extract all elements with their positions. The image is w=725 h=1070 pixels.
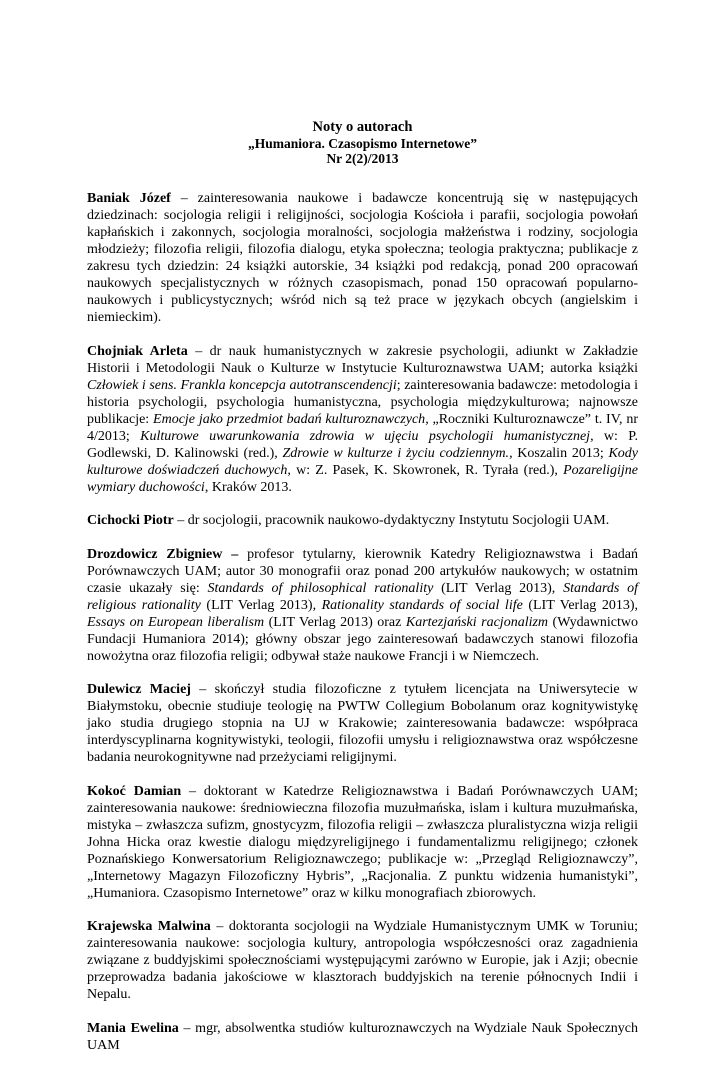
author-note [87,1020,638,1054]
publication-title: Kartezjański racjonalizm [405,614,549,630]
publication-title: Essays on European liberalism [87,614,265,630]
author-name: Mania Ewelina [87,1020,179,1036]
note-text: , Kraków 2013. [204,479,292,495]
note-text: , „Roczniki Kulturoznawcze” t. IV, nr 4/2013; [87,411,638,444]
note-text: – mgr, absolwentka studiów kulturoznawczych na Wydziale Nauk Społecznych UAM [87,1020,638,1053]
note-text: – skończył studia filozoficzne z tytułem licencjata na Uniwersytecie w Białymstoku, obecnie studiuje teologię na PWTW Collegium Bobolanum oraz kognitywistykę jako studia drugiego stopnia na UJ w Krakowie; zainteresowania badawcze: współpraca interdyscyplinarna kognitywistyki, teologii, filozofii umysłu i religioznawstwa oraz współczesne badania neurokognitywne nad przeżyciami religijnymi. [87,682,638,765]
author-note [87,681,638,766]
note-text: – doktoranta socjologii na Wydziale Humanistycznym UMK w Toruniu; zainteresowania naukowe: socjologia kultury, antropologia współczesności oraz zagadnienia związane z buddyjskimi społecznościami występującymi zarówno w Europie, jak i Azji; obecnie przeprowadza badania jakościowe w klasztorach buddyjskich na terenie północnych Indii i Nepalu. [87,919,638,1002]
author-name: Cichocki Piotr [87,513,174,528]
note-text: , Koszalin 2013; [509,445,609,461]
author-note [87,343,638,496]
author-note [87,512,638,529]
note-text: , w: P. Godlewski, D. Kalinowski (red.), [87,428,639,461]
publication-title: Pozareligijne wymiary duchowości [87,462,639,495]
publication-title: Kulturowe uwarunkowania zdrowia w ujęciu psychologii humanistycznej [140,428,591,444]
author-name: Chojniak Arleta [87,343,188,359]
publication-title: Rationality standards of social life [321,597,523,613]
author-note [87,918,638,1003]
author-name: Drozdowicz Zbigniew – [87,546,239,562]
note-text: (LIT Verlag 2013), [433,580,564,596]
author-name: Krajewska Malwina [87,919,211,934]
note-text: (Wydawnictwo Fundacji Humaniora 2014); główny obszar jego zainteresowań badawczych stanowi filozofia nowożytna oraz filozofia religii; odbywał staże naukowe Francji i w Niemczech. [87,614,639,664]
author-note [87,546,638,665]
publication-title: Standards of philosophical rationality [207,580,434,596]
note-text: (LIT Verlag 2013) oraz [264,614,406,630]
page-title: Noty o autorach [312,119,413,135]
publication-title: Kody kulturowe doświadczeń duchowych [87,445,639,478]
publication-title: Standards of religious rationality [87,580,638,613]
note-text: ; zainteresowania badawcze: metodologia i historia psychologii, psychologia humanistyczna, psychologia międzykulturowa; najnowsze publikacje: [87,377,638,427]
note-text: profesor tytularny, kierownik Katedry Religioznawstwa i Badań Porównawczych UAM; autor 30 monografii oraz ponad 200 artykułów naukowych; w ostatnim czasie ukazały się: [87,546,639,596]
note-text: – dr nauk humanistycznych w zakresie psychologii, adiunkt w Zakładzie Historii i Metodologii Nauk o Kulturze w Instytucie Kulturoznawstwa UAM; autorka książki [87,343,639,376]
note-text: – zainteresowania naukowe i badawcze koncentrują się w następujących dziedzinach: socjologia religii i religijności, socjologia Kościoła i parafii, socjologia powołań kapłańskich i zakonnych, socjologia moralności, socjologia małżeństwa i rodziny, socjologia młodzieży; filozofia religii, filozofia dialogu, etyka społeczna; teologia praktyczna; publikacje z zakresu tych dziedzin: 24 książki autorskie, 34 książki pod redakcją, ponad 200 opracowań naukowych specjalistycznych w różnych czasopismach, ponad 150 opracowań popularno-naukowych i publicystycznych; wśród nich są też prace w językach obcych (angielskim i niemieckim). [87,191,639,325]
publication-title: Emocje jako przedmiot badań kulturoznawczych [153,411,426,427]
document-header [0,118,725,166]
note-text: (LIT Verlag 2013), [522,597,638,613]
issue-number: Nr 2(2)/2013 [326,151,399,166]
note-text: – doktorant w Katedrze Religioznawstwa i Badań Porównawczych UAM; zainteresowania naukowe: średniowieczna filozofia muzułmańska, islam i kultura muzułmańska, mistyka – zwłaszcza sufizm, gnostycyzm, filozofia religii – zwłaszcza pluralistyczna wizja religii Johna Hicka oraz kwestie dialogu międzyreligijnego i fundamentalizmu religijnego; członek Poznańskiego Konwersatorium Religioznawczego; publikacje w: „Przegląd Religioznawczy”, „Internetowy Magazyn Filozoficzny Hybris”, „Racjonalia. Z punktu widzenia humanistyki”, „Humaniora. Czasopismo Internetowe” oraz w kilku monografiach zbiorowych. [87,783,638,901]
author-name: Kokoć Damian [87,783,182,799]
author-name: Dulewicz Maciej [87,682,191,697]
author-notes-list [87,190,638,1070]
note-text: – dr socjologii, pracownik naukowo-dydaktyczny Instytutu Socjologii UAM. [173,513,610,528]
author-note [87,783,638,902]
author-note [87,190,638,326]
publication-title: Zdrowie w kulturze i życiu codziennym. [282,445,510,461]
note-text: (LIT Verlag 2013), [200,597,322,613]
note-text: , w: Z. Pasek, K. Skowronek, R. Tyrała (red.), [287,462,564,478]
journal-name: „Humaniora. Czasopismo Internetowe” [247,136,478,151]
publication-title: Człowiek i sens. Frankla koncepcja autotranscendencji [87,377,397,393]
author-name: Baniak Józef [87,191,171,206]
